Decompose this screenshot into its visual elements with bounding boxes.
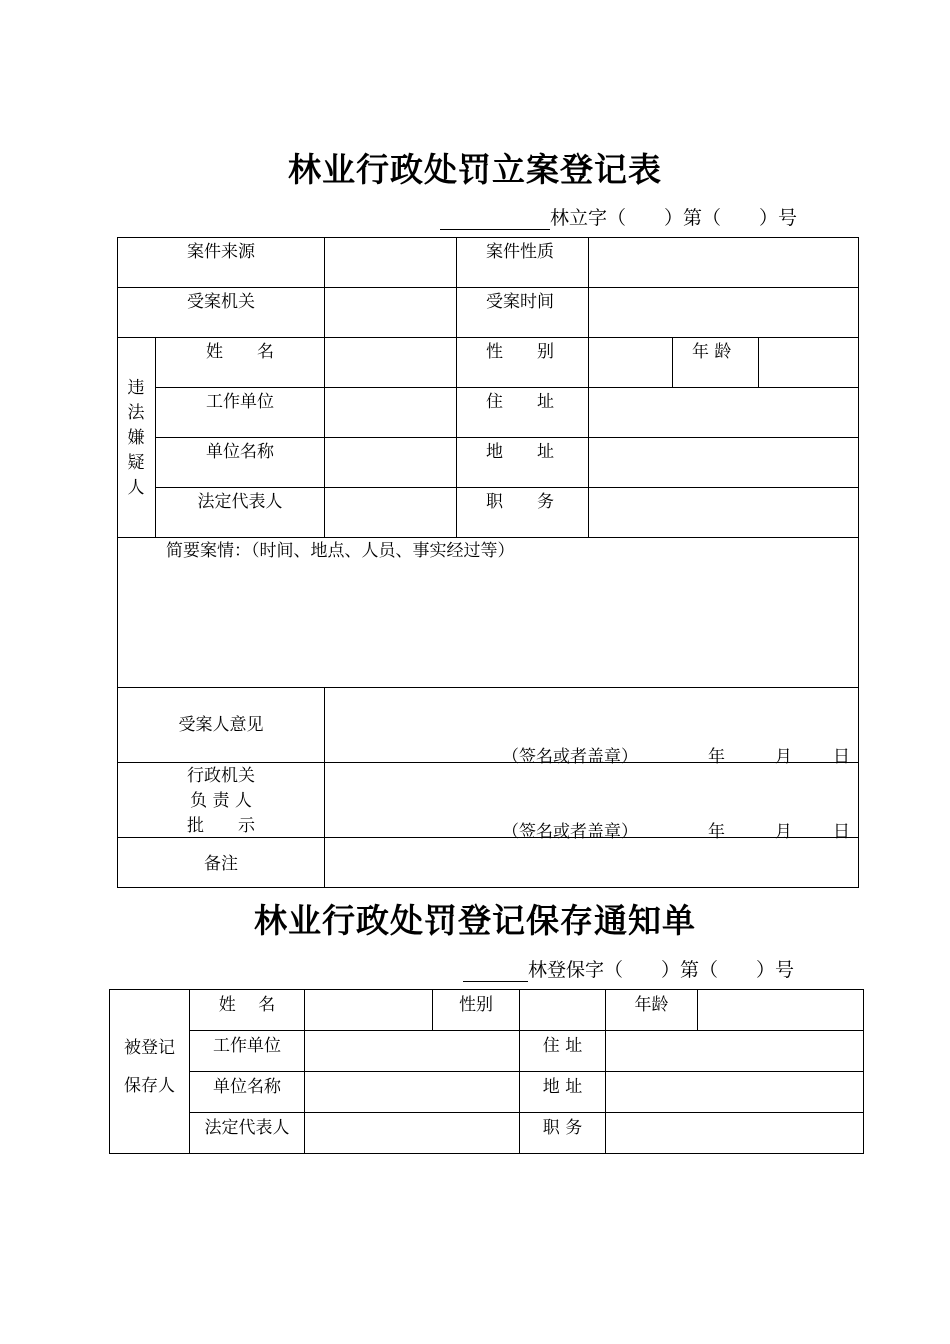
label-work-unit: 工作单位 [206,392,274,412]
form2-gender-field[interactable] [520,990,605,1030]
form2-label-address: 住 址 [542,1036,583,1056]
label-legal-rep: 法定代表人 [197,492,283,512]
label-remarks: 备注 [204,854,238,874]
form2-work-unit-field[interactable] [305,1031,519,1071]
label-address: 住 址 [486,392,554,412]
case-number-prefix-field[interactable] [440,209,550,230]
label-gender: 性 别 [486,342,554,362]
handler-sign-note: （签名或者盖章） [502,747,638,767]
label-case-nature: 案件性质 [486,242,554,262]
case-number-suffix: 林立字（ ）第（ ）号 [550,207,798,229]
approval-day: 日 [833,822,850,842]
label-approval-line2: 负 责 人 [190,791,252,811]
form2-unit-name-field[interactable] [305,1072,519,1112]
label-accepting-time: 受案时间 [486,292,554,312]
form2-label-position: 职 务 [542,1118,583,1138]
label-unit-name: 单位名称 [206,442,274,462]
accepting-time-field[interactable] [589,288,858,337]
work-unit-field[interactable] [325,388,456,437]
approval-month: 月 [775,822,792,842]
form2-age-field[interactable] [698,990,863,1030]
form2-label-name: 姓 名 [218,995,276,1015]
label-handler-opinion: 受案人意见 [178,715,264,735]
gender-field[interactable] [589,338,672,387]
form2-label-location: 地 址 [542,1077,583,1097]
form2-position-field[interactable] [606,1113,863,1153]
form2-address-field[interactable] [606,1031,863,1071]
label-accepting-authority: 受案机关 [187,292,255,312]
brief-case-field[interactable] [118,566,858,686]
label-position: 职 务 [486,492,554,512]
approval-year: 年 [708,822,725,842]
age-field[interactable] [759,338,858,387]
label-case-source: 案件来源 [187,242,255,262]
form2-location-field[interactable] [606,1072,863,1112]
form1-title: 林业行政处罚立案登记表 [288,150,662,189]
suspect-group-label: 违 法 嫌 疑 人 [127,378,145,498]
case-number-prefix-field[interactable] [463,961,528,982]
label-location: 地 址 [486,442,554,462]
handler-year: 年 [708,747,725,767]
form2-legal-rep-field[interactable] [305,1113,519,1153]
form2-title: 林业行政处罚登记保存通知单 [254,901,696,940]
label-brief-case: 简要案情：（时间、地点、人员、事实经过等） [166,541,515,561]
form1-case-number [440,203,797,230]
legal-rep-field[interactable] [325,488,456,537]
location-field[interactable] [589,438,858,487]
label-age: 年 龄 [692,342,732,362]
form2-label-legal-rep: 法定代表人 [204,1118,290,1138]
position-field[interactable] [589,488,858,537]
case-nature-field[interactable] [589,238,858,287]
form2-label-work-unit: 工作单位 [213,1036,281,1056]
case-source-field[interactable] [325,238,456,287]
accepting-authority-field[interactable] [325,288,456,337]
unit-name-field[interactable] [325,438,456,487]
handler-day: 日 [833,747,850,767]
approval-sign-note: （签名或者盖章） [502,822,638,842]
handler-month: 月 [775,747,792,767]
form2-group-line1: 被登记 [124,1038,175,1058]
form2-label-age: 年龄 [634,995,669,1015]
form2-case-number [463,955,794,982]
form2-group-line2: 保存人 [124,1076,175,1096]
remarks-field[interactable] [325,838,858,887]
case-number-suffix: 林登保字（ ）第（ ）号 [528,959,795,981]
form2-label-gender: 性别 [459,995,493,1015]
name-field[interactable] [325,338,456,387]
label-approval-line3: 批 示 [187,816,255,836]
form2-label-unit-name: 单位名称 [213,1077,281,1097]
address-field[interactable] [589,388,858,437]
label-name: 姓 名 [206,342,274,362]
form2-name-field[interactable] [305,990,432,1030]
label-approval-line1: 行政机关 [187,766,255,786]
